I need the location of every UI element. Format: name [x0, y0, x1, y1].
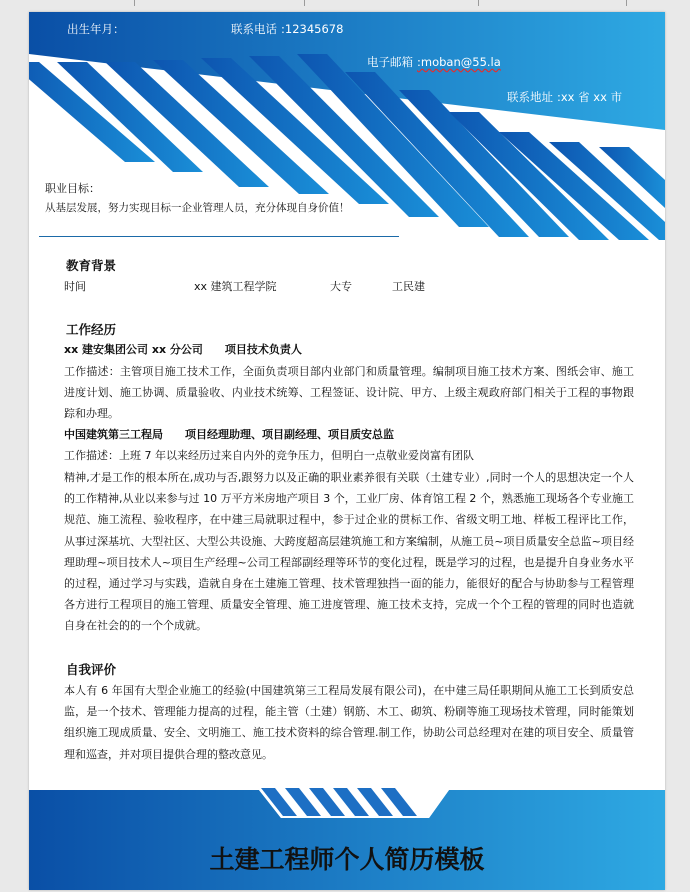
header-banner — [29, 12, 665, 252]
ruler-mark — [478, 0, 479, 6]
objective-divider — [39, 236, 399, 237]
job2-description-first: 工作描述：上班 7 年以来经历过来自内外的竞争压力，但明白一点敬业爱岗富有团队 — [64, 449, 474, 462]
address-value: :xx 省 xx 市 — [557, 90, 623, 104]
resume-page — [29, 12, 665, 890]
phone — [231, 21, 343, 37]
job1-heading: xx 建安集团公司 xx 分公司 项目技术负责人 — [64, 343, 302, 356]
address-label: 联系地址 — [507, 90, 553, 104]
ruler-mark — [134, 0, 135, 6]
ruler-mark — [304, 0, 305, 6]
birth-label: 出生年月： — [67, 22, 125, 36]
address — [507, 89, 622, 105]
education-title: 教育背景 — [66, 258, 117, 273]
job2-description: 精神,才是工作的根本所在,成功与否,跟努力以及正确的职业素养很有关联（土建专业）,同时一个人的思想决定一个人的工作精神,从业以来参与过 10 万平方米房地产项目 3 个，工业厂房、体育馆工程 2 个，熟悉施工现场各个专业施工规范、施工流程、验收程序，在中建三局就职过程中，参于过企业的贯标工作、省级文明工地、样板工程评比工作，从事过深基坑、大型社区、大型公共设施、大跨度超高层建筑施工和方案编制，从施工员~项目质量安全总监~项目经理助理~项目技术人~项目生产经理~公司工程部副经理等环节的变化过程，既是学习的过程，也是提升自身业务水平的过程，通过学习与实践，造就自身在土建施工管理、技术管理独挡一面的能力，能很好的配合与协助参与工程管理各方进行工程项目的施工管理、质量安全管理、施工进度管理、施工技术支持，完成一个个工程的管理的同时也造就自身在社会的的一个个成就。 — [64, 471, 634, 633]
email-label: 电子邮箱 — [367, 55, 413, 69]
ruler — [0, 0, 690, 12]
resume-title: 土建工程师个人简历模板 — [209, 845, 485, 874]
education-school: xx 建筑工程学院 — [194, 280, 277, 293]
self-eval-title: 自我评价 — [66, 662, 117, 677]
birth-date — [67, 21, 125, 37]
job2-heading: 中国建筑第三工程局 项目经理助理、项目副经理、项目质安总监 — [64, 428, 394, 441]
email — [367, 54, 501, 70]
work-title: 工作经历 — [66, 322, 117, 337]
phone-value: :12345678 — [281, 22, 344, 36]
self-eval-text: 本人有 6 年国有大型企业施工的经验(中国建筑第三工程局发展有限公司)，在中建三局任职期间从施工工长到质安总监，是一个技术、管理能力提高的过程，能主管（土建）钢筋、木工、砌筑、粉刷等施工现场技术管理，同时能策划组织施工现成质量、安全、文明施工、施工技术资料的综合管理.制工作，协助公司总经理对在建的项目安全、质量管理和巡查，并对项目提供合理的整改意见。 — [64, 684, 634, 761]
job1-description: 工作描述：主管项目施工技术工作，全面负责项目部内业部门和质量管理。编制项目施工技术方案、图纸会审、施工进度计划、施工协调、质量验收、内业技术统筹、工程签证、设计院、甲方、上级主观政府部门相关于工程的事物跟踪和办理。 — [64, 365, 634, 421]
education-degree: 大专 — [330, 280, 352, 293]
objective-label: 职业目标： — [45, 182, 100, 195]
phone-label: 联系电话 — [231, 22, 277, 36]
education-row — [64, 277, 634, 297]
objective-text: 从基层发展，努力实现目标一企业管理人员，充分体现自身价值！ — [45, 202, 350, 214]
ruler-mark — [626, 0, 627, 6]
education-time: 时间 — [64, 280, 86, 293]
email-value: :moban@55.la — [417, 55, 501, 69]
education-major: 工民建 — [392, 280, 425, 293]
